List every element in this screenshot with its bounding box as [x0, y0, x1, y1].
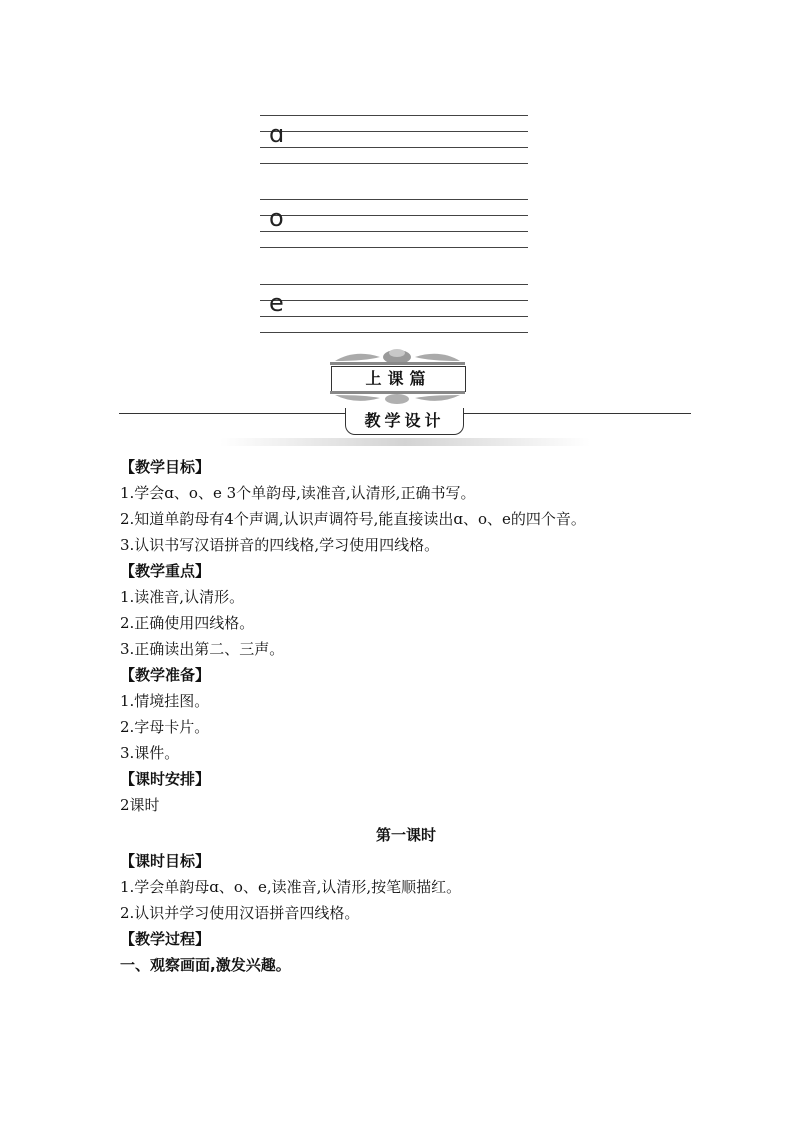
- grid-line: [260, 300, 528, 301]
- grid-line: [260, 247, 528, 248]
- tab-shadow: [220, 438, 590, 446]
- prep-item: 1.情境挂图。: [120, 692, 210, 710]
- grid-line: [260, 332, 528, 333]
- process-step: 一、观察画面,激发兴趣。: [120, 956, 291, 974]
- key-item: 3.正确读出第二、三声。: [120, 640, 285, 658]
- banner-title: 上课篇: [331, 366, 466, 392]
- lesson-goal-item: 1.学会单韵母ɑ、o、e,读准音,认清形,按笔顺描红。: [120, 878, 462, 896]
- goal-item: 3.认识书写汉语拼音的四线格,学习使用四线格。: [120, 536, 440, 554]
- goal-item: 1.学会ɑ、o、e 3个单韵母,读准音,认清形,正确书写。: [120, 484, 476, 502]
- key-item: 1.读准音,认清形。: [120, 588, 245, 606]
- writing-grid-e: [260, 284, 528, 332]
- lesson-content: [120, 454, 692, 978]
- heading-key-points: 【教学重点】: [120, 562, 211, 580]
- ornament-top-icon: [325, 345, 470, 367]
- heading-process: 【教学过程】: [120, 930, 211, 948]
- grid-line: [260, 199, 528, 200]
- prep-item: 2.字母卡片。: [120, 718, 210, 736]
- schedule-item: 2课时: [120, 796, 160, 814]
- heading-goals: 【教学目标】: [120, 458, 211, 476]
- grid-letter: o: [269, 204, 284, 232]
- heading-preparation: 【教学准备】: [120, 666, 211, 684]
- grid-line: [260, 316, 528, 317]
- writing-grid-a: [260, 115, 528, 163]
- grid-line: [260, 147, 528, 148]
- grid-letter: ɑ: [269, 120, 285, 148]
- lesson-title: 第一课时: [375, 826, 436, 844]
- section-tab: 教学设计: [345, 408, 464, 435]
- grid-line: [260, 131, 528, 132]
- grid-line: [260, 115, 528, 116]
- grid-line: [260, 284, 528, 285]
- goal-item: 2.知道单韵母有4个声调,认识声调符号,能直接读出ɑ、o、e的四个音。: [120, 510, 586, 528]
- heading-lesson-goals: 【课时目标】: [120, 852, 211, 870]
- lesson-goal-item: 2.认识并学习使用汉语拼音四线格。: [120, 904, 360, 922]
- prep-item: 3.课件。: [120, 744, 180, 762]
- heading-schedule: 【课时安排】: [120, 770, 211, 788]
- grid-line: [260, 163, 528, 164]
- writing-grid-o: [260, 199, 528, 247]
- ornament-bottom-icon: [325, 391, 470, 407]
- key-item: 2.正确使用四线格。: [120, 614, 255, 632]
- grid-line: [260, 231, 528, 232]
- grid-letter: e: [269, 289, 284, 317]
- grid-line: [260, 215, 528, 216]
